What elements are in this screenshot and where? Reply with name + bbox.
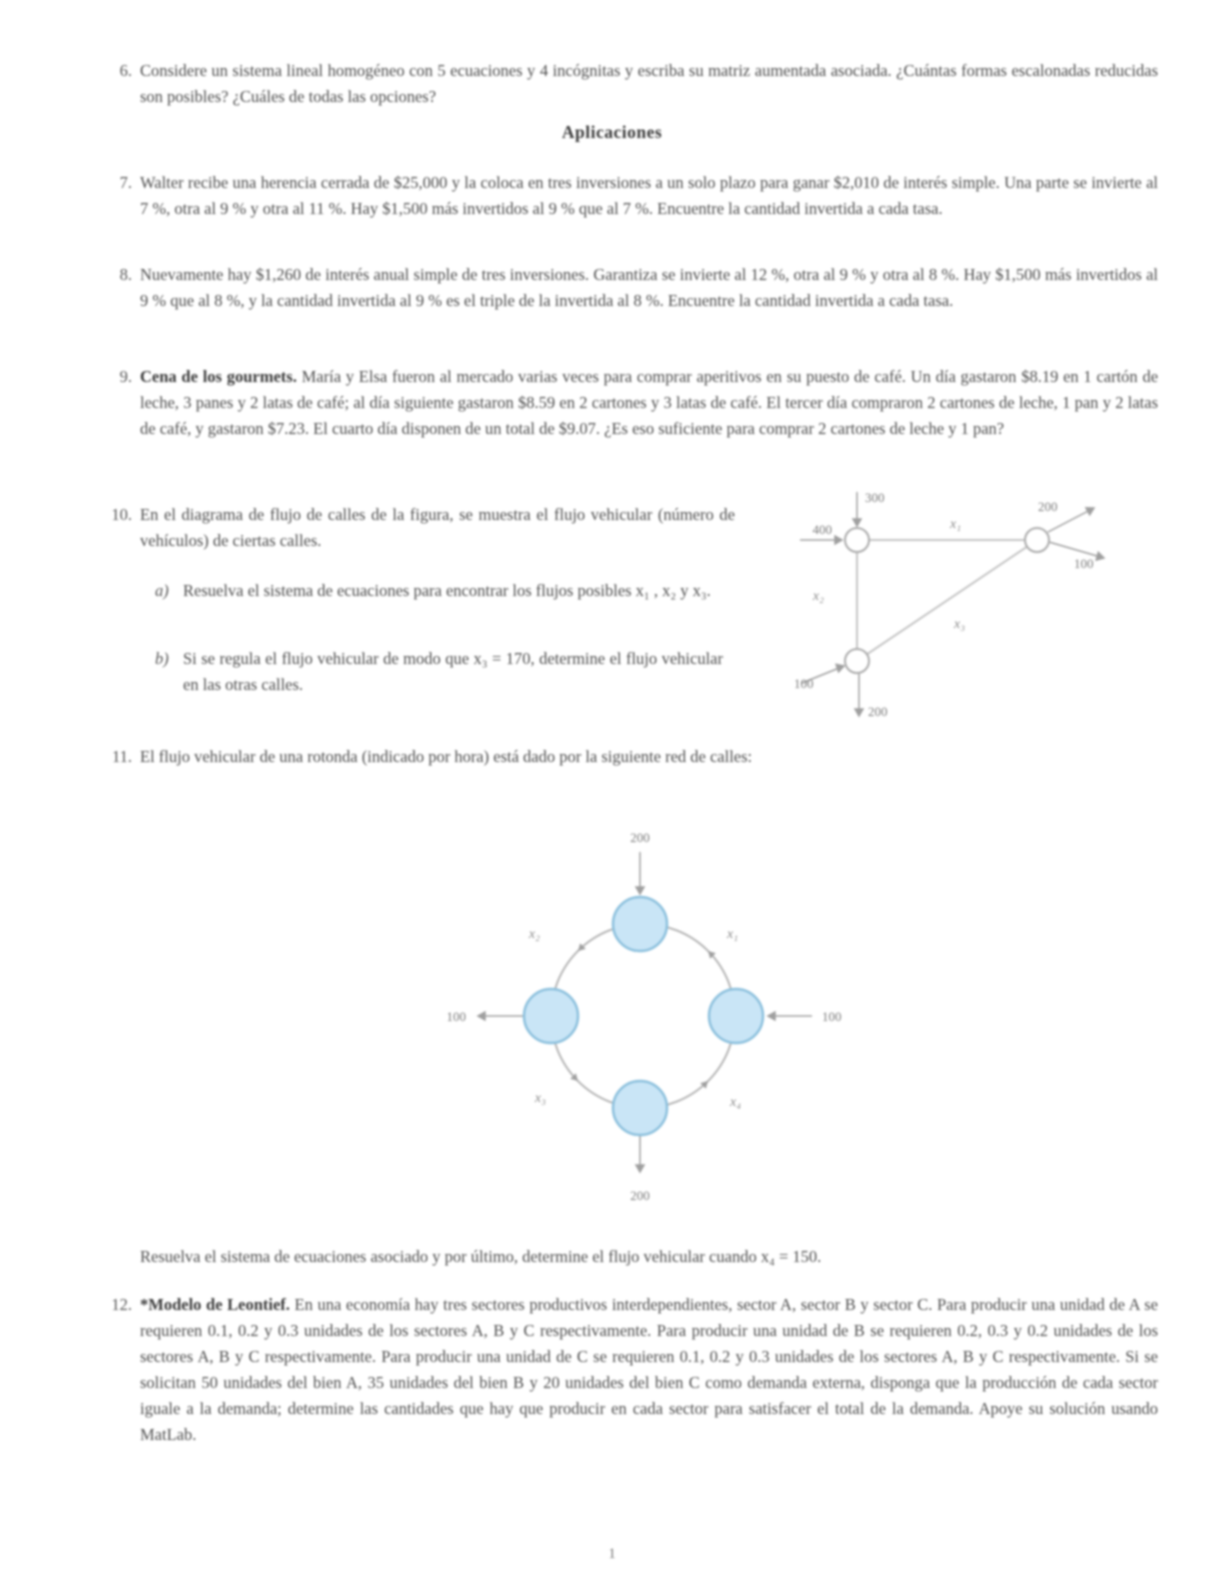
flow-label: 100	[794, 676, 814, 691]
arrowhead-icon	[478, 1012, 485, 1020]
arrowhead-icon	[1086, 504, 1096, 514]
flow-label: 200	[868, 704, 888, 719]
exercise-number: 10.	[111, 505, 132, 524]
intersection-node	[1025, 528, 1049, 552]
flow-label: 100	[446, 1009, 466, 1024]
subitem-label: b)	[155, 649, 169, 668]
subitem-text: Resuelva el sistema de ecuaciones para encontrar los flujos posibles x₁ , x₂ y x₃.	[183, 581, 711, 600]
arrowhead-icon	[1096, 552, 1105, 562]
exercise-8	[100, 262, 1158, 314]
exercise-7	[100, 170, 1158, 222]
exercise-bold-lead: Cena de los gourmets.	[140, 367, 297, 386]
exercise-text: En el diagrama de flujo de calles de la figura, se muestra el flujo vehicular (número de vehículos) de ciertas calles.	[140, 505, 735, 550]
exercise-text: Nuevamente hay $1,260 de interés anual simple de tres inversiones. Garantiza se invierte al 12 %, otra al 9 % y otra al 8 %. Hay $1,500 más invertidos al 9 % que al 8 %, y la cantidad invertida al 9 % es el triple de la invertida al 8 %. Encuentre la cantidad invertida a cada tasa.	[140, 265, 1158, 310]
exercise-body-text: María y Elsa fueron al mercado varias veces para comprar aperitivos en su puesto de café. Un día gastaron $8.19 en 1 cartón de leche, 3 panes y 2 latas de café; al día siguiente gastaron $8.59 en 2 cartones y 3 latas de café. El tercer día compraron 2 cartones de leche, 1 pan y 2 latas de café, y gastaron $7.23. El cuarto día disponen de un total de $9.07. ¿Es eso suficiente para comprar 2 cartones de leche y 1 pan?	[140, 367, 1159, 438]
subitem-label: a)	[155, 581, 169, 600]
exercise-text: El flujo vehicular de una rotonda (indicado por hora) está dado por la siguiente red de calles:	[140, 747, 753, 766]
variable-label: x₁	[950, 517, 962, 532]
roundabout-node-right	[709, 989, 763, 1043]
exercise-6	[100, 58, 1158, 110]
ring-arrowheads	[570, 943, 716, 1089]
exercise-number: 12.	[111, 1295, 132, 1314]
exercise-body-text: En una economía hay tres sectores productivos interdependientes, sector A, sector B y sector C. Para producir una unidad de A se requieren 0.1, 0.2 y 0.3 unidades de los sectores A, B y C respectivamente. Para producir una unidad de B se requieren 0.2, 0.3 y 0.2 unidades de los sectores A, B y C respectivamente. Para producir una unidad de C se requieren 0.1, 0.2 y 0.3 unidades de los sectores A, B y C respectivamente. Si se solicitan 50 unidades del bien A, 35 unidades del bien B y 20 unidades del bien C como demanda externa, disponga que la producción de cada sector iguale a la demanda; determine las cantidades que hay que producir en cada sector para satisfacer el total de la demanda. Apoye su solución usando MatLab.	[140, 1295, 1159, 1444]
variable-label: x₃	[534, 1091, 546, 1106]
variable-label: x₂	[528, 927, 540, 942]
street-edges	[857, 540, 1037, 661]
arrowhead-icon	[836, 662, 845, 672]
exercise-9	[100, 364, 1158, 442]
flow-label: 200	[630, 830, 650, 845]
roundabout-diagram	[400, 812, 870, 1232]
arrowhead-icon	[768, 1012, 775, 1020]
exercise-number: 6.	[119, 61, 132, 80]
exercise-11	[100, 744, 1158, 770]
exercise-10	[100, 502, 735, 554]
variable-label: x₃	[954, 617, 966, 632]
arrowhead-icon	[636, 1165, 644, 1172]
variable-label: x₂	[812, 589, 824, 604]
variable-label: x₄	[730, 1095, 742, 1110]
exercise-bold-lead: *Modelo de Leontief.	[140, 1295, 290, 1314]
exercise-number: 11.	[111, 747, 132, 766]
roundabout-node-bottom	[613, 1081, 667, 1135]
intersection-node	[845, 649, 869, 673]
exercise-12	[100, 1292, 1158, 1448]
flow-label: 100	[1074, 556, 1094, 571]
variable-label: x₁	[727, 927, 739, 942]
arrowhead-icon	[835, 536, 842, 544]
roundabout-node-top	[613, 897, 667, 951]
exercise-11-closing-line: Resuelva el sistema de ecuaciones asociado y por último, determine el flujo vehicular cuando x₄ = 150.	[140, 1247, 822, 1266]
arrowhead-icon	[853, 519, 861, 526]
subitem-text: Si se regula el flujo vehicular de modo que x₃ = 170, determine el flujo vehicular en las otras calles.	[183, 649, 723, 694]
flow-label: 300	[865, 490, 885, 505]
exercise-10-item-a	[155, 578, 723, 604]
exercise-text	[140, 1292, 1158, 1448]
flow-label: 200	[630, 1188, 650, 1203]
exercise-number: 9.	[119, 367, 132, 386]
flow-label: 400	[812, 522, 832, 537]
flow-label: 200	[1038, 499, 1058, 514]
street-flow-diagram	[772, 478, 1172, 728]
arrowhead-icon	[855, 709, 863, 716]
exercise-10-item-b	[155, 646, 723, 698]
page-number: 1	[608, 1546, 616, 1562]
exercise-text	[140, 364, 1158, 442]
exercise-number: 8.	[119, 265, 132, 284]
exercise-number: 7.	[119, 173, 132, 192]
exercise-text: Considere un sistema lineal homogéneo con 5 ecuaciones y 4 incógnitas y escriba su matriz aumentada asociada. ¿Cuántas formas escalonadas reducidas son posibles? ¿Cuáles de todas las opciones?	[140, 61, 1158, 106]
intersection-node	[845, 528, 869, 552]
flow-label: 100	[822, 1009, 842, 1024]
arrowhead-icon	[636, 887, 644, 894]
section-heading: Aplicaciones	[561, 122, 663, 142]
roundabout-node-left	[524, 989, 578, 1043]
exercise-text: Walter recibe una herencia cerrada de $25,000 y la coloca en tres inversiones a un solo plazo para ganar $2,010 de interés simple. Una parte se invierte al 7 %, otra al 9 % y otra al 11 %. Hay $1,500 más invertidos al 9 % que al 7 %. Encuentre la cantidad invertida a cada tasa.	[140, 173, 1158, 218]
street-edge-diagonal	[857, 540, 1037, 661]
